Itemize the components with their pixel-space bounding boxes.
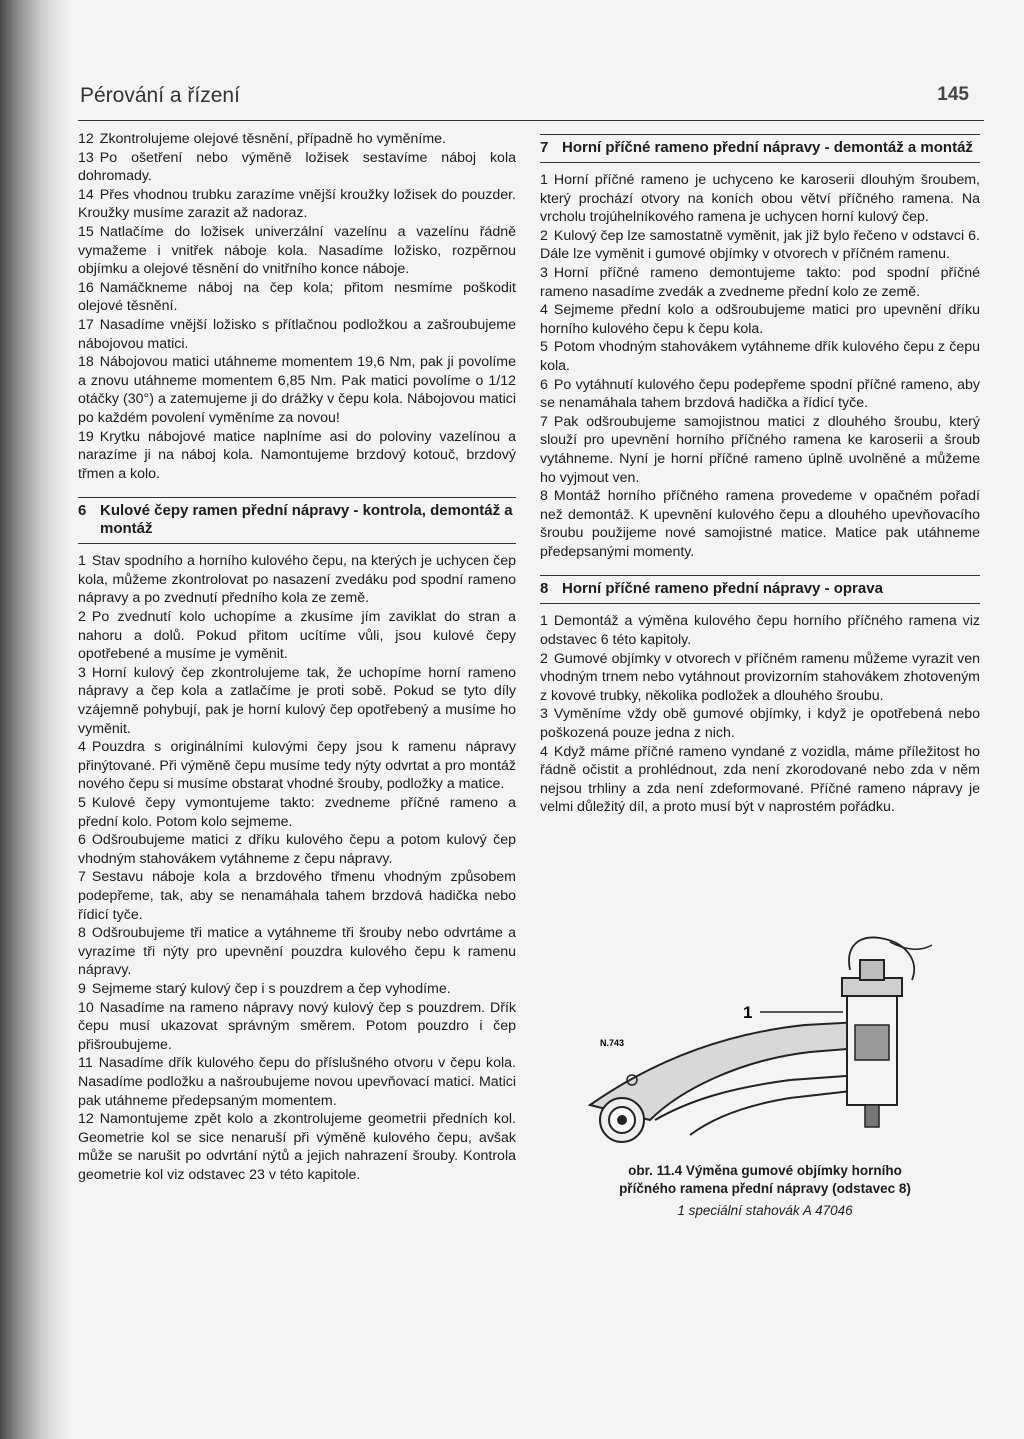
paragraph-text: Nasadíme dřík kulového čepu do příslušného otvoru v čepu kola. Nasadíme podložku a našroubujeme novou upevňovací matici. Matici pak utáhneme předepsaným momentem. <box>78 1055 516 1109</box>
left-column <box>78 130 516 1184</box>
paragraph-text: Natlačíme do ložisek univerzální vazelínu a vazelínu řádně vymažeme i vnitřek náboje kola. Nasadíme ložisko, rozpěrnou objímku a olejové těsnění do vnitřního konce náboje. <box>78 223 516 278</box>
caption-line-2: příčného ramena přední nápravy (odstavec 8) <box>619 1181 911 1196</box>
paragraph-text: Když máme příčné rameno vyndané z vozidla, máme příležitost ho řádně očistit a prohlédnout, zda není zkorodované nebo zda v něm nejsou trhliny a zda není zdeformované. Příčné rameno nápravy je velmi důležitý díl, a proto musí být v naprostém pořádku. <box>540 743 980 816</box>
paragraph <box>78 552 516 608</box>
paragraph-number: 12 <box>78 1111 94 1128</box>
paragraph <box>540 743 980 817</box>
paragraph-number: 1 <box>540 613 548 630</box>
paragraph-text: Krytku nábojové matice naplníme asi do poloviny vazelínou a narazíme ji na náboj kola. Namontujeme brzdový kotouč, brzdový třmen a kolo. <box>78 428 516 482</box>
paragraph <box>78 999 516 1055</box>
paragraph-number: 5 <box>540 339 548 356</box>
paragraph-number: 1 <box>78 553 86 570</box>
section-title: Horní příčné rameno přední nápravy - oprava <box>562 580 883 598</box>
paragraph-number: 10 <box>78 999 94 1016</box>
paragraph-number: 9 <box>78 980 86 997</box>
paragraph-number: 15 <box>78 223 94 240</box>
paragraph <box>78 186 516 223</box>
paragraph-text: Odšroubujeme matici z dříku kulového čepu a potom kulový čep vhodným stahovákem vytáhneme z čepu nápravy. <box>78 832 516 867</box>
page-number: 145 <box>937 84 969 105</box>
paragraph-number: 7 <box>540 413 548 430</box>
paragraph <box>78 831 516 868</box>
paragraph-number: 3 <box>78 664 86 681</box>
paragraph-text: Demontáž a výměna kulového čepu horního příčného ramena viz odstavec 6 této kapitoly. <box>540 613 980 649</box>
paragraph-text: Namontujeme zpět kolo a zkontrolujeme geometrii předních kol. Geometrie kol se sice nenaruší při výměně kulového čepu, avšak může se narušit po odvrtání nýtů a jejich nahrazení šrouby. Kontrola geometrie kol viz odstavec 23 v této kapitole. <box>78 1111 516 1183</box>
section-title: Kulové čepy ramen přední nápravy - kontrola, demontáž a montáž <box>100 502 513 538</box>
caption-line-1: obr. 11.4 Výměna gumové objímky horního <box>628 1163 902 1178</box>
paragraph-number: 3 <box>540 264 548 281</box>
running-header-title: Pérování a řízení <box>80 84 240 107</box>
paragraph <box>540 227 980 264</box>
paragraph-text: Horní příčné rameno demontujeme takto: pod spodní příčné rameno nasadíme zvedák a zvedneme přední kolo ze země. <box>540 264 980 300</box>
paragraph-text: Gumové objímky v otvorech v příčném ramenu můžeme vyrazit ven vhodným trnem nebo vytáhnout provizorním stahovákem zhotoveným z kovové trubky, několika podložek a dlouhého šroubu. <box>540 650 980 704</box>
paragraph-number: 13 <box>78 149 94 166</box>
paragraph <box>78 980 516 999</box>
paragraph-number: 12 <box>78 131 94 147</box>
paragraph <box>540 264 980 301</box>
section-number: 6 <box>78 502 87 520</box>
section-number: 8 <box>540 580 549 598</box>
paragraph-text: Po ošetření nebo výměně ložisek sestavíme náboj kola dohromady. <box>78 149 516 185</box>
paragraph-text: Zkontrolujeme olejové těsnění, případně ho vyměníme. <box>99 131 446 147</box>
section-7-paragraphs <box>540 171 980 561</box>
section-number: 7 <box>540 139 549 156</box>
section-6-heading <box>78 497 516 544</box>
paragraph-number: 6 <box>540 376 548 393</box>
paragraph-number: 8 <box>78 925 86 942</box>
wishbone-bushing-drawing <box>560 930 980 1155</box>
paragraph-text: Horní příčné rameno je uchyceno ke karoserii dlouhým šroubem, který prochází otvory na koních obou větví příčného ramena. Na vrcholu trojúhelníkového ramena je uchycen horní kulový čep. <box>540 172 980 226</box>
paragraph <box>78 1110 516 1184</box>
paragraph <box>78 130 516 149</box>
paragraph-number: 2 <box>540 650 548 667</box>
paragraph-text: Sestavu náboje kola a brzdového třmenu vhodným způsobem podepřeme, tak, aby se nenamáhala tahem brzdová hadička nebo řídicí tyče. <box>78 869 516 923</box>
drawing-label: N.743 <box>600 1038 625 1048</box>
figure-caption <box>560 1162 970 1220</box>
paragraph-text: Po zvednutí kolo uchopíme a zkusíme jím zaviklat do stran a nahoru a dolů. Pokud přitom ucítíme vůli, jsou kulové čepy opotřebené a musíme je vyměnit. <box>78 609 516 663</box>
header-rule <box>78 120 984 121</box>
right-column <box>540 130 980 817</box>
paragraph <box>78 316 516 353</box>
paragraph <box>540 487 980 561</box>
paragraph-text: Pouzdra s originálními kulovými čepy jsou k ramenu nápravy přinýtované. Při výměně čepu musíme tedy nýty odvrtat a pro montáž nového čepu si musíme obstarat vhodné šrouby, podložky a matice. <box>78 739 516 793</box>
paragraph-text: Nábojovou matici utáhneme momentem 19,6 Nm, pak ji povolíme a znovu utáhneme momentem 6,85 Nm. Pak matici povolíme o 1/12 otáčky (30°) a zatemujeme ji do drážky v čepu kola. Nábojovou matici po každém povolení vyměníme za novou! <box>78 354 516 426</box>
section-7-heading <box>540 134 980 163</box>
paragraph-number: 14 <box>78 186 94 203</box>
paragraph <box>540 705 980 742</box>
paragraph-text: Pak odšroubujeme samojistnou matici z dlouhého šroubu, který slouží pro upevnění horního příčného ramena ke karoserii a šroub vytáhneme. Nyní je horní příčné rameno úplně uvolněné a můžeme ho vyjmout ven. <box>540 413 980 486</box>
paragraph <box>78 794 516 831</box>
paragraph-text: Sejmeme starý kulový čep i s pouzdrem a čep vyhodíme. <box>91 980 451 997</box>
paragraph <box>78 428 516 484</box>
paragraph-text: Montáž horního příčného ramena provedeme v opačném pořadí než demontáž. K upevnění kulového čepu a dlouhého upevňovacího šroubu použijeme nové samojistné matice. Matice pak utáhneme předepsanými momenty. <box>540 488 980 560</box>
paragraph-text: Namáčkneme náboj na čep kola; přitom nesmíme poškodit olejové těsnění. <box>78 279 516 315</box>
paragraph-number: 2 <box>78 609 86 626</box>
paragraph <box>540 301 980 338</box>
paragraph <box>540 338 980 375</box>
paragraph-text: Kulový čep lze samostatně vyměnit, jak již bylo řečeno v odstavci 6. Dále lze vyměnit i gumové objímky v otvorech v příčném ramenu. <box>540 227 980 263</box>
paragraph <box>78 924 516 980</box>
paragraph <box>78 353 516 427</box>
caption-item: 1 speciální stahovák A 47046 <box>677 1203 853 1218</box>
paragraph-text: Stav spodního a horního kulového čepu, na kterých je uchycen čep kola, můžeme zkontrolovat po nasazení zvedáku pod spodní rameno nápravy a po zvednutí předního kola ze země. <box>78 553 516 607</box>
paragraph <box>540 171 980 227</box>
intro-paragraphs <box>78 130 516 483</box>
section-8-paragraphs <box>540 612 980 817</box>
paragraph-text: Přes vhodnou trubku zarazíme vnější kroužky ložisek do pouzder. Kroužky musíme zarazit až nadoraz. <box>78 186 516 222</box>
paragraph <box>78 279 516 316</box>
paragraph <box>540 612 980 649</box>
paragraph-number: 17 <box>78 316 94 333</box>
paragraph-text: Nasadíme vnější ložisko s přítlačnou podložkou a zašroubujeme nábojovou matici. <box>78 316 516 352</box>
book-spine-shadow <box>0 0 70 1439</box>
paragraph-number: 2 <box>540 227 548 244</box>
paragraph <box>78 664 516 738</box>
paragraph-text: Potom vhodným stahovákem vytáhneme dřík kulového čepu z čepu kola. <box>540 339 980 374</box>
paragraph-text: Horní kulový čep zkontrolujeme tak, že uchopíme horní rameno nápravy a čep kola a zatlačíme je proti sobě. Pokud se tyto díly vzájemně pohybují, pak je horní kulový čep opotřebený a musíme ho vyměnit. <box>78 664 516 737</box>
paragraph-number: 6 <box>78 832 86 849</box>
paragraph <box>540 413 980 487</box>
callout-number: 1 <box>743 1003 753 1022</box>
paragraph-number: 18 <box>78 354 94 371</box>
paragraph <box>540 650 980 706</box>
paragraph-number: 5 <box>78 795 86 811</box>
section-8-heading <box>540 575 980 604</box>
paragraph <box>78 1054 516 1110</box>
paragraph-number: 11 <box>78 1055 93 1072</box>
paragraph-number: 8 <box>540 488 548 505</box>
section-6-paragraphs <box>78 552 516 1184</box>
paragraph-text: Kulové čepy vymontujeme takto: zvedneme příčné rameno a přední kolo. Potom kolo sejmeme. <box>78 795 516 830</box>
paragraph-text: Po vytáhnutí kulového čepu podepřeme spodní příčné rameno, aby se nenamáhala tahem brzdová hadička a řídicí tyče. <box>540 376 980 412</box>
paragraph-number: 19 <box>78 428 94 445</box>
paragraph-text: Vyměníme vždy obě gumové objímky, i když je opotřebená nebo poškozená pouze jedna z nich. <box>540 706 980 742</box>
paragraph-number: 7 <box>78 869 86 886</box>
paragraph <box>540 376 980 413</box>
paragraph-text: Nasadíme na rameno nápravy nový kulový čep s pouzdrem. Dřík čepu musí ukazovat správným směrem. Potom pouzdro i čep přišroubujeme. <box>78 999 516 1053</box>
figure-11-4-illustration <box>560 930 980 1155</box>
paragraph <box>78 738 516 794</box>
paragraph-number: 4 <box>540 302 548 319</box>
paragraph-number: 16 <box>78 279 94 296</box>
paragraph <box>78 608 516 664</box>
paragraph-number: 4 <box>78 739 86 756</box>
paragraph <box>78 149 516 186</box>
paragraph-text: Odšroubujeme tři matice a vytáhneme tři šrouby nebo odvrtáme a vyrazíme tři nýty pro upevnění pouzdra kulového čepu k ramenu nápravy. <box>78 925 516 979</box>
paragraph <box>78 868 516 924</box>
paragraph-number: 1 <box>540 172 548 188</box>
paragraph <box>78 223 516 279</box>
paragraph-text: Sejmeme přední kolo a odšroubujeme matici pro upevnění dříku horního kulového čepu k čepu kola. <box>540 302 980 337</box>
paragraph-number: 4 <box>540 743 548 760</box>
paragraph-number: 3 <box>540 706 548 723</box>
section-title: Horní příčné rameno přední nápravy - demontáž a montáž <box>562 139 973 156</box>
